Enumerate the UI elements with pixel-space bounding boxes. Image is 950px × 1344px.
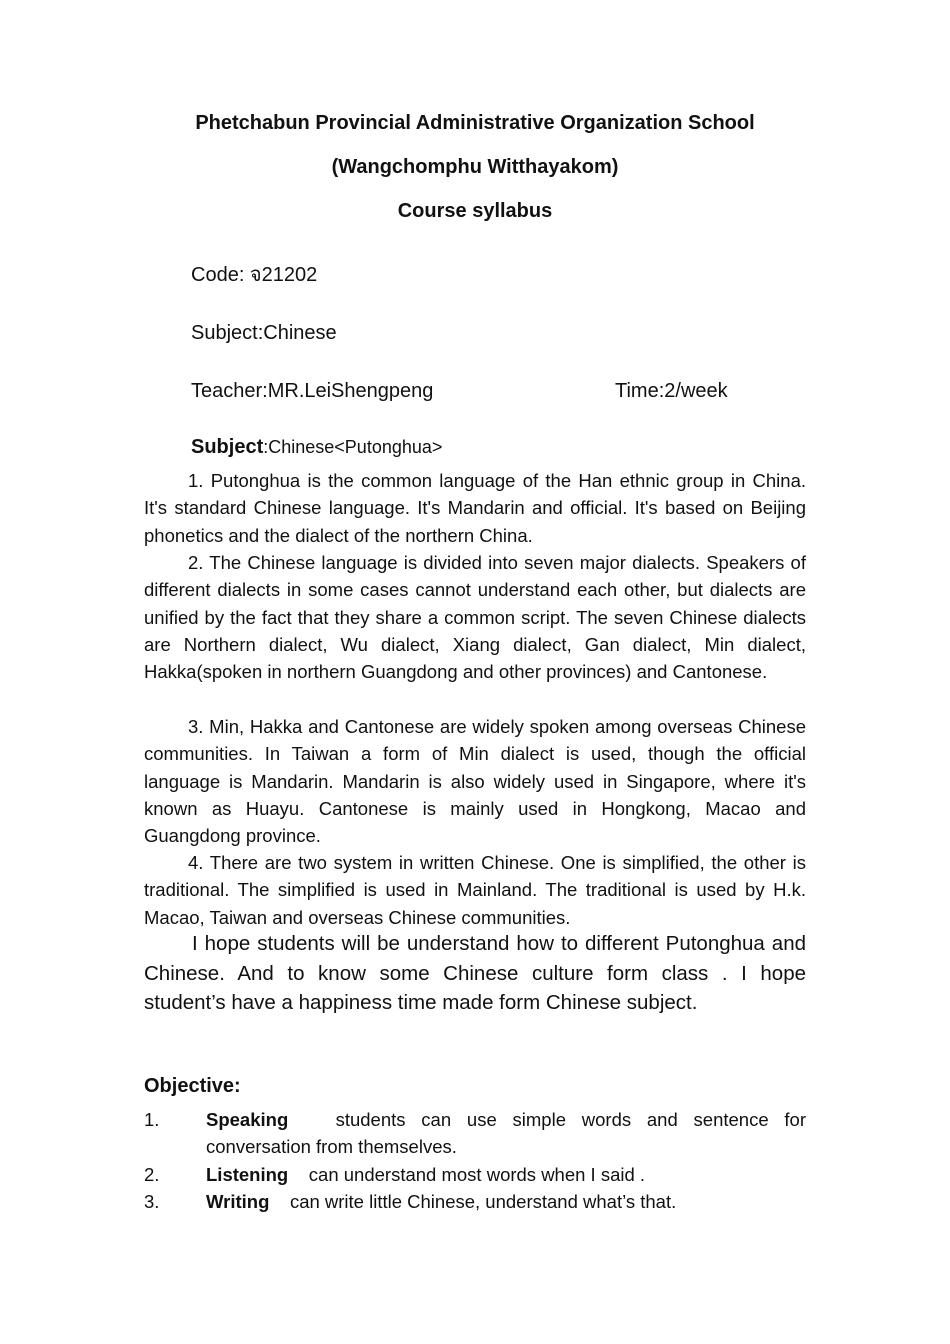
objective-number: 1. (144, 1109, 160, 1130)
subject-heading-label: Subject (191, 436, 264, 458)
objective-item (144, 1161, 806, 1188)
objective-text: can understand most words when I said . (308, 1164, 646, 1185)
document-title: Course syllabus (397, 200, 553, 222)
closing-paragraph: I hope students will be understand how to different Putonghua and Chinese. And to know some Chinese culture form class . I hope student’s have a happiness time made form Chinese subject. (144, 932, 806, 1014)
objective-label: Speaking (206, 1109, 289, 1130)
subject-heading-value: :Chinese<Putonghua> (263, 437, 443, 457)
objective-item (144, 1188, 806, 1215)
course-code: Code: จ21202 (191, 264, 318, 286)
objective-title: Objective: (144, 1075, 241, 1097)
school-subtitle: (Wangchomphu Witthayakom) (331, 156, 619, 178)
objective-item (144, 1106, 806, 1161)
teacher-name: Teacher:MR.LeiShengpeng (191, 380, 434, 402)
description-paragraph-4: 4. There are two system in written Chinese. One is simplified, the other is traditional. The simplified is used in Mainland. The traditional is used by H.k. Macao, Taiwan and overseas Chinese communities. (144, 852, 806, 928)
objective-text: can write little Chinese, understand what’s that. (289, 1191, 677, 1212)
school-name: Phetchabun Provincial Administrative Organization School (195, 112, 755, 134)
description-paragraph-1: 1. Putonghua is the common language of the Han ethnic group in China. It's standard Chinese language. It's Mandarin and official. It's based on Beijing phonetics and the dialect of the northern China. (144, 470, 806, 546)
objective-number: 2. (144, 1164, 160, 1185)
objective-label: Writing (206, 1191, 270, 1212)
objective-number: 3. (144, 1191, 160, 1212)
objective-label: Listening (206, 1164, 289, 1185)
course-subject: Subject:Chinese (191, 322, 337, 344)
description-paragraph-3: 3. Min, Hakka and Cantonese are widely spoken among overseas Chinese communities. In Taiwan a form of Min dialect is used, though the official language is Mandarin. Mandarin is also widely used in Singapore, where it's known as Huayu. Cantonese is mainly used in Hongkong, Macao and Guangdong province. (144, 716, 806, 847)
subject-heading (191, 436, 442, 459)
objective-text: students can use simple words and sentence for conversation from themselves. (206, 1109, 806, 1158)
description-paragraph-2: 2. The Chinese language is divided into seven major dialects. Speakers of different dialects in some cases cannot understand each other, but dialects are unified by the fact that they share a common script. The seven Chinese dialects are Northern dialect, Wu dialect, Xiang dialect, Gan dialect, Min dialect, Hakka(spoken in northern Guangdong and other provinces) and Cantonese. (144, 552, 806, 683)
course-time: Time:2/week (615, 380, 728, 402)
